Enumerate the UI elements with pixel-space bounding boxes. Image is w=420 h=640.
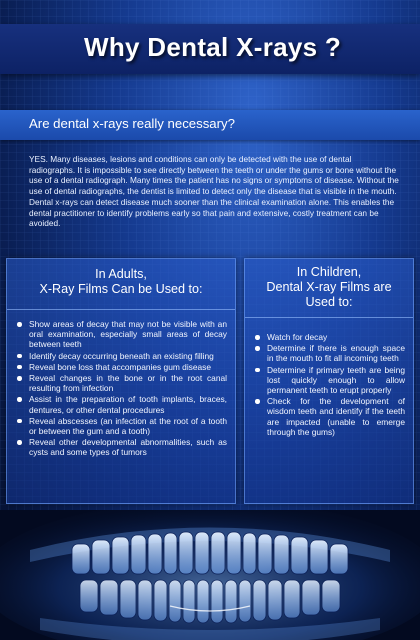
adults-list [17, 319, 227, 458]
question-heading: Are dental x-rays really necessary? [29, 116, 235, 131]
bullet-icon [17, 419, 22, 424]
adults-heading-line1: In Adults, [95, 267, 147, 281]
children-heading-line3: Used to: [305, 295, 353, 309]
bullet-icon [17, 376, 22, 381]
page-title: Why Dental X-rays ? [84, 32, 342, 62]
list-item: Determine if there is enough space in the mouth to fit all incoming teeth [255, 343, 405, 363]
bullet-icon [255, 346, 260, 351]
intro-paragraph: YES. Many diseases, lesions and conditions can only be detected with the use of dental radiographs. It is impossible to see directly between the teeth or under the gums or bone without the use of a dental radiograph. Many times the patient has no signs or symptoms of disease. Without the use of dental radiographs, the dentist is limited to detect only the disease that is visible in the mouth. Dental x-rays can detect disease much sooner than the clinical examination alone. This enables the dental practitioner to identify problems early so that pain and extensive, costly treatment can be avoided. [29, 154, 399, 229]
xray-teeth-illustration [0, 510, 420, 640]
adults-panel [6, 258, 236, 504]
dental-xray-image [0, 510, 420, 640]
children-list [255, 332, 405, 437]
children-panel [244, 258, 414, 504]
bullet-icon [17, 440, 22, 445]
list-item: Reveal changes in the bone or in the root canal resulting from infection [17, 373, 227, 393]
bullet-icon [17, 365, 22, 370]
list-item: Reveal abscesses (an infection at the root of a tooth or between the gum and a tooth) [17, 416, 227, 436]
children-heading-line1: In Children, [296, 265, 362, 279]
bullet-icon [17, 322, 22, 327]
adults-heading-line2: X-Ray Films Can be Used to: [39, 282, 203, 296]
list-item: Reveal bone loss that accompanies gum disease [17, 362, 227, 372]
list-item: Assist in the preparation of tooth implants, braces, dentures, or other dental procedures [17, 394, 227, 414]
list-item: Reveal other developmental abnormalities, such as cysts and some types of tumors [17, 437, 227, 457]
bullet-icon [17, 397, 22, 402]
list-item: Check for the development of wisdom teeth and identify if the teeth are impacted (unable to emerge through the gums) [255, 396, 405, 437]
children-heading [245, 259, 413, 318]
bullet-icon [255, 399, 260, 404]
list-item: Identify decay occurring beneath an existing filling [17, 351, 227, 361]
list-item: Watch for decay [255, 332, 405, 342]
list-item: Determine if primary teeth are being lost quickly enough to allow permanent teeth to erupt properly [255, 365, 405, 396]
list-item: Show areas of decay that may not be visible with an oral examination, especially small areas of decay between teeth [17, 319, 227, 350]
children-heading-line2: Dental X-ray Films are [266, 280, 392, 294]
bullet-icon [17, 354, 22, 359]
bullet-icon [255, 335, 260, 340]
bullet-icon [255, 368, 260, 373]
adults-heading [7, 259, 235, 310]
